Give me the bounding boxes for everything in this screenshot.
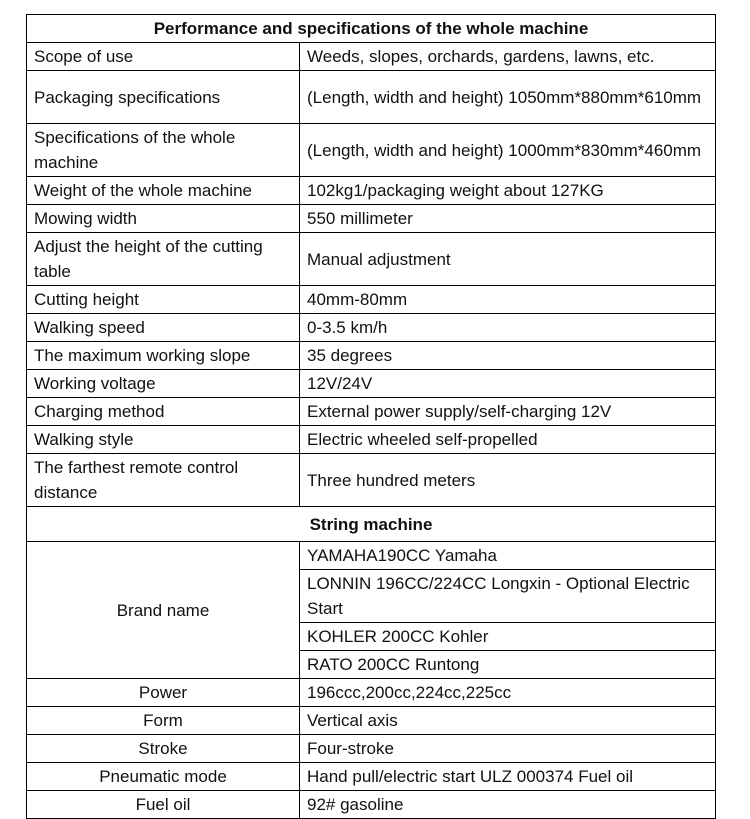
row-value: Weeds, slopes, orchards, gardens, lawns, etc. (300, 43, 716, 71)
row-value: 102kg1/packaging weight about 127KG (300, 177, 716, 205)
row-label: Scope of use (27, 43, 300, 71)
row-label: Pneumatic mode (27, 763, 300, 791)
row-value: 40mm-80mm (300, 286, 716, 314)
row-label: The farthest remote control distance (27, 454, 300, 507)
table-row (27, 791, 716, 819)
table-row (27, 454, 716, 507)
row-value: 92# gasoline (300, 791, 716, 819)
row-value: 35 degrees (300, 342, 716, 370)
table-row (27, 735, 716, 763)
row-value: 196ccc,200cc,224cc,225cc (300, 679, 716, 707)
section-title-performance: Performance and specifications of the whole machine (27, 15, 716, 43)
row-label: Mowing width (27, 205, 300, 233)
row-value: Hand pull/electric start ULZ 000374 Fuel oil (300, 763, 716, 791)
row-label: Walking speed (27, 314, 300, 342)
table-row (27, 679, 716, 707)
table-row (27, 763, 716, 791)
table-row (27, 542, 716, 570)
table-row (27, 71, 716, 124)
row-value: 0-3.5 km/h (300, 314, 716, 342)
spec-table (26, 14, 716, 819)
row-label: Form (27, 707, 300, 735)
row-label: Power (27, 679, 300, 707)
row-value: (Length, width and height) 1000mm*830mm*460mm (300, 124, 716, 177)
brand-value: YAMAHA190CC Yamaha (300, 542, 716, 570)
row-label: Packaging specifications (27, 71, 300, 124)
row-value: 550 millimeter (300, 205, 716, 233)
table-row (27, 707, 716, 735)
table-row (27, 398, 716, 426)
table-row (27, 43, 716, 71)
row-label: Walking style (27, 426, 300, 454)
row-value: Three hundred meters (300, 454, 716, 507)
table-row (27, 233, 716, 286)
row-value: Vertical axis (300, 707, 716, 735)
brand-label: Brand name (27, 542, 300, 679)
row-label: Specifications of the whole machine (27, 124, 300, 177)
row-label: Weight of the whole machine (27, 177, 300, 205)
table-row (27, 370, 716, 398)
row-label: Stroke (27, 735, 300, 763)
row-value: 12V/24V (300, 370, 716, 398)
row-value: Electric wheeled self-propelled (300, 426, 716, 454)
row-value: External power supply/self-charging 12V (300, 398, 716, 426)
brand-value: LONNIN 196CC/224CC Longxin - Optional Electric Start (300, 570, 716, 623)
row-value: Four-stroke (300, 735, 716, 763)
row-value: (Length, width and height) 1050mm*880mm*610mm (300, 71, 716, 124)
row-label: Charging method (27, 398, 300, 426)
row-label: Adjust the height of the cutting table (27, 233, 300, 286)
table-row (27, 177, 716, 205)
table-row (27, 286, 716, 314)
row-label: Cutting height (27, 286, 300, 314)
table-row (27, 314, 716, 342)
row-label: The maximum working slope (27, 342, 300, 370)
table-row (27, 342, 716, 370)
table-row (27, 205, 716, 233)
row-label: Fuel oil (27, 791, 300, 819)
brand-value: KOHLER 200CC Kohler (300, 623, 716, 651)
table-row (27, 124, 716, 177)
section-title-string-machine: String machine (27, 507, 716, 542)
table-row (27, 426, 716, 454)
row-label: Working voltage (27, 370, 300, 398)
brand-value: RATO 200CC Runtong (300, 651, 716, 679)
row-value: Manual adjustment (300, 233, 716, 286)
